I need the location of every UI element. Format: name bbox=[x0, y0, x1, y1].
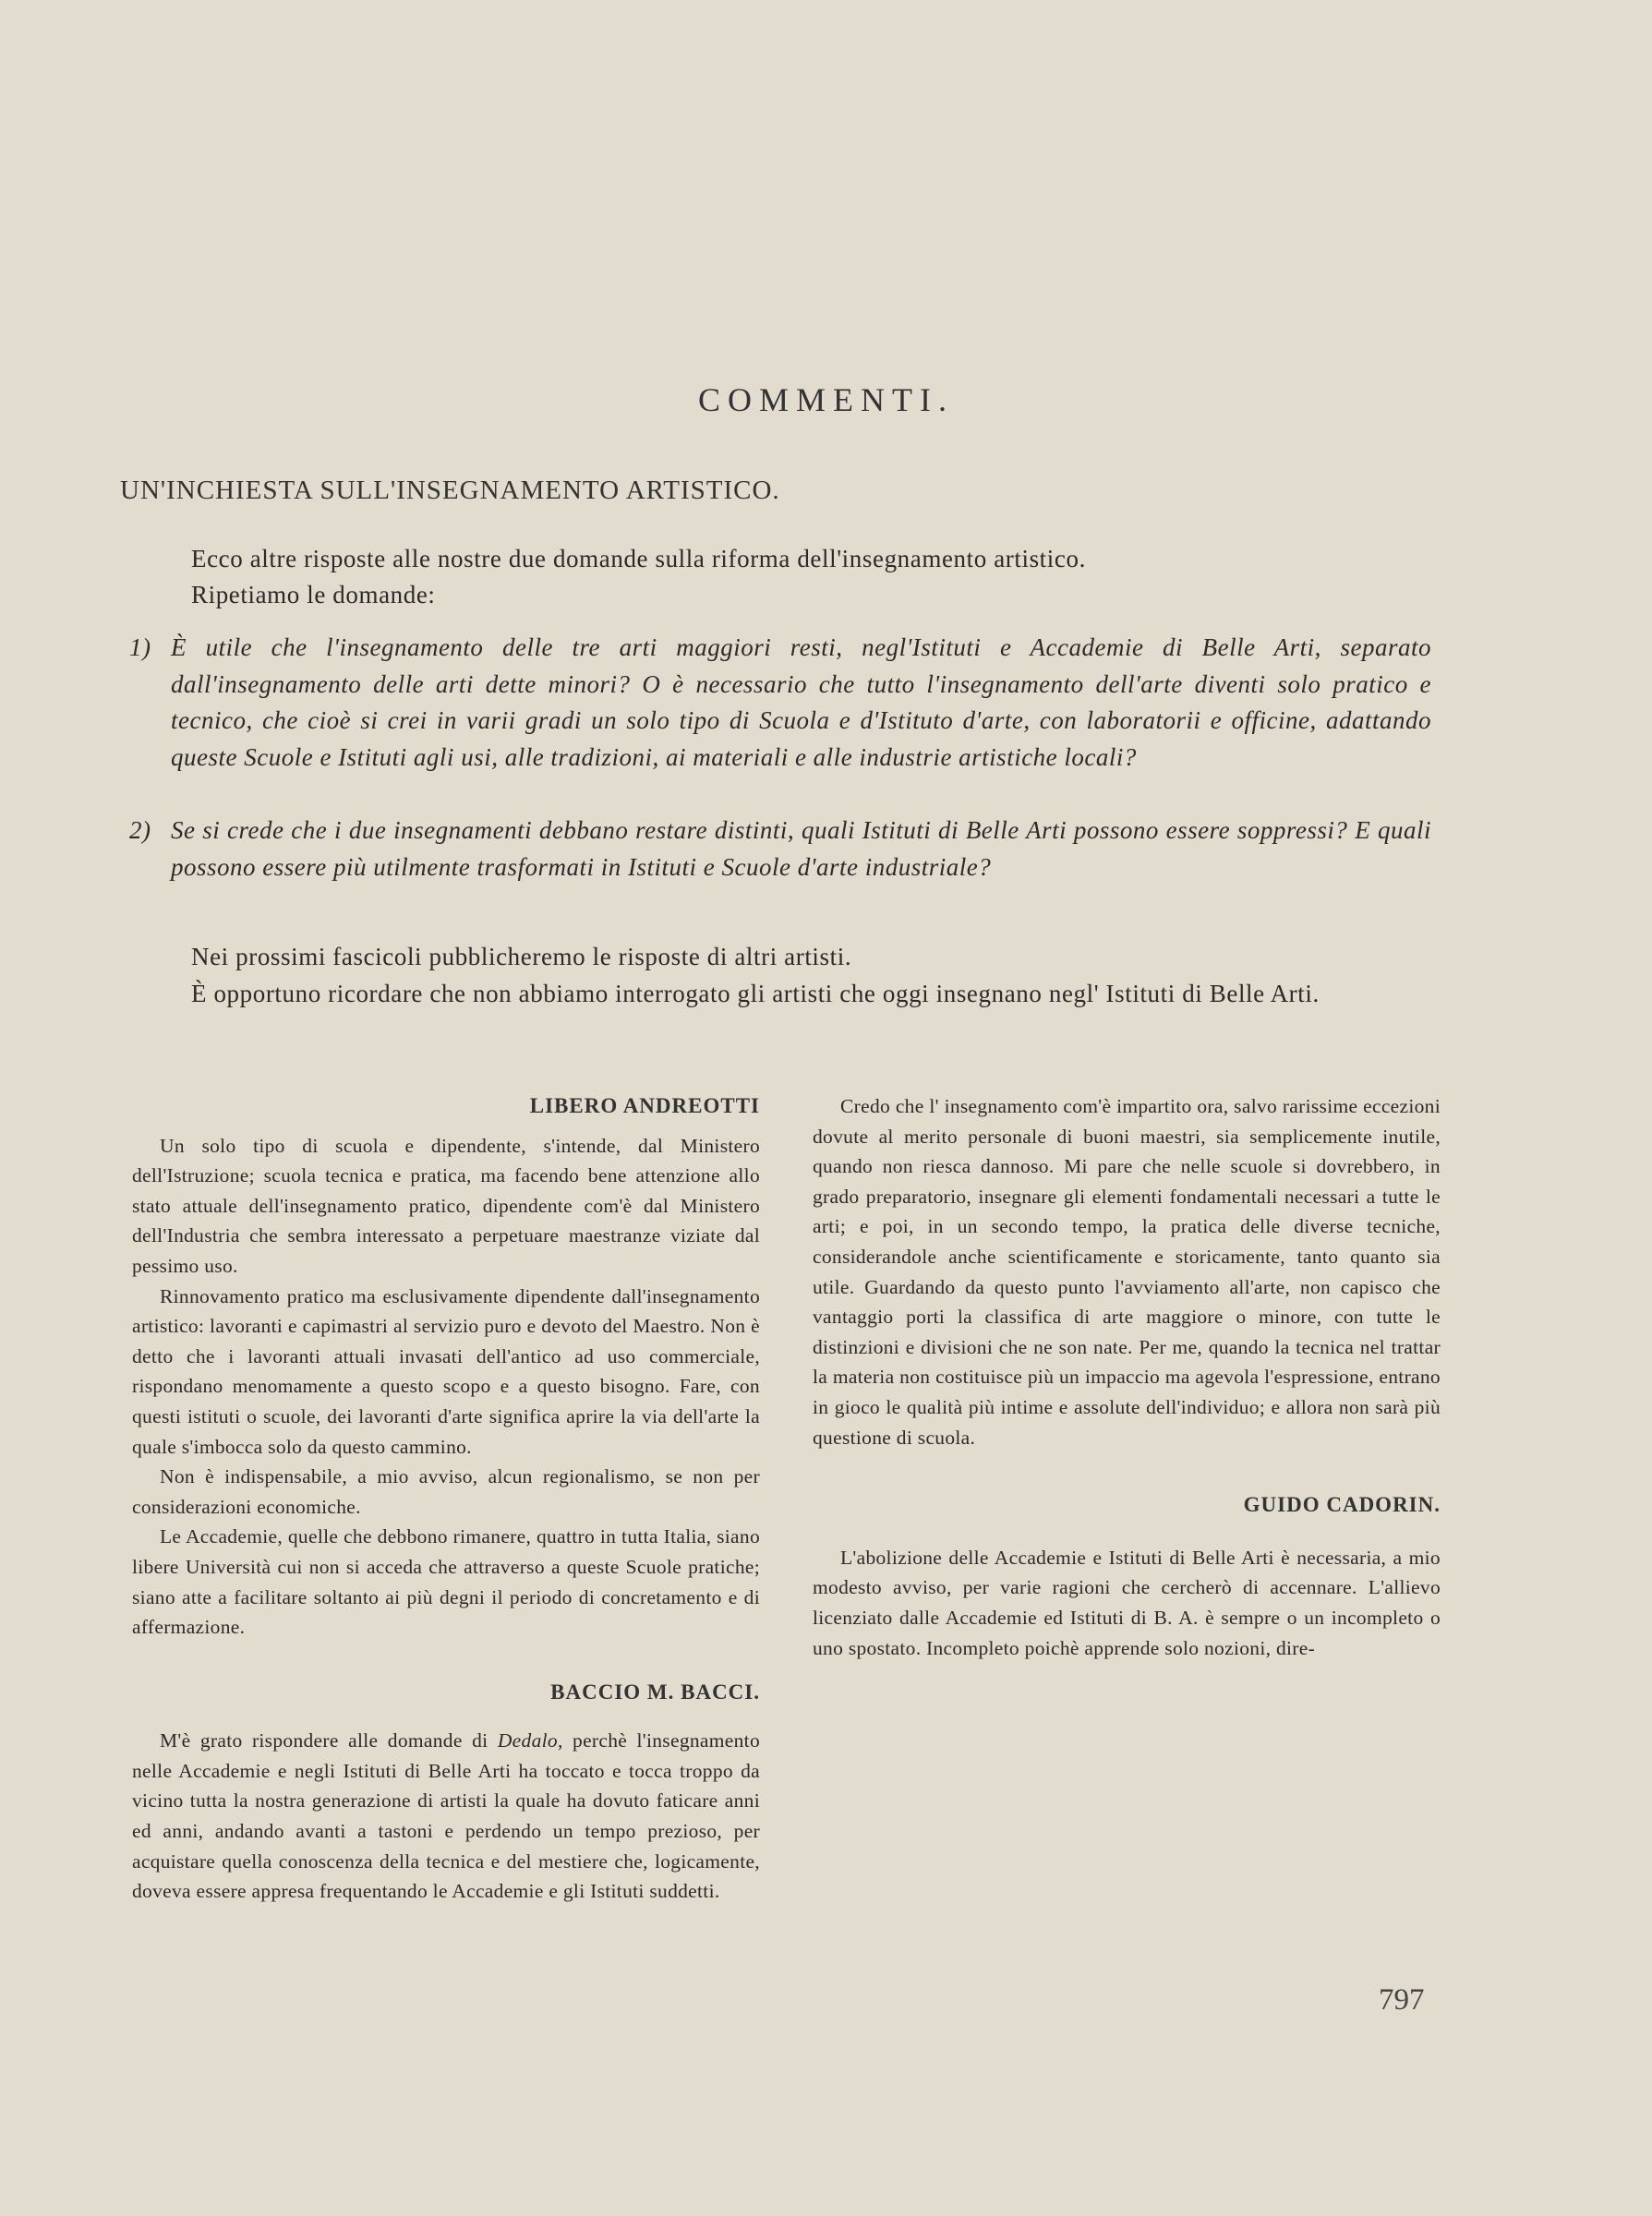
article-intro bbox=[191, 541, 1429, 613]
response-paragraph: Rinnovamento pratico ma esclusivamente dipendente dall'insegnamento artistico: lavoranti e capimastri al servizio puro e devoto del Maestro. Non è detto che i lavoranti attuali invasati dell'antico ad uso commerciale, rispondano menomamente a questo scopo e a questo bisogno. Fare, con questi istituti o scuole, dei lavoranti d'arte significa aprire la via dell'arte la quale s'imbocca solo da questo cammino. bbox=[132, 1284, 760, 1458]
intro-line: Ripetiamo le domande: bbox=[191, 581, 436, 608]
author-heading: LIBERO ANDREOTTI bbox=[529, 1094, 760, 1117]
closing-paragraph: Nei prossimi fascicoli pubblicheremo le risposte di altri artisti. bbox=[191, 943, 852, 970]
question-1 bbox=[129, 630, 1431, 776]
question-number: 2) bbox=[129, 816, 151, 844]
question-text: Se si crede che i due insegnamenti debbano restare distinti, quali Istituti di Belle Arti possono essere soppressi? E quali possono essere più utilmente trasformati in Istituti e Scuole d'arte industriale? bbox=[171, 816, 1431, 881]
journal-name: Dedalo bbox=[497, 1729, 558, 1752]
response-paragraph: Le Accademie, quelle che debbono rimanere, quattro in tutta Italia, siano libere Università cui non si acceda che attraverso a queste Scuole pratiche; siano atte a facilitare soltanto ai più degni il periodo di concretamento e di affermazione. bbox=[132, 1525, 760, 1639]
closing-paragraph: È opportuno ricordare che non abbiamo interrogato gli artisti che oggi insegnano negl' Istituti di Belle Arti. bbox=[191, 979, 1320, 1007]
author-heading: GUIDO CADORIN. bbox=[1243, 1493, 1441, 1517]
question-2 bbox=[129, 813, 1431, 885]
response-paragraph: L'abolizione delle Accademie e Istituti di Belle Arti è necessaria, a mio modesto avviso, per varie ragioni che cercherò di accennare. L'allievo licenziato dalle Accademie ed Istituti di B. A. è sempre o un incompleto o uno spostato. Incompleto poichè apprende solo nozioni, dire- bbox=[813, 1546, 1441, 1659]
page-number: 797 bbox=[1379, 1983, 1425, 2017]
response-paragraph bbox=[132, 1726, 760, 1907]
intro-line: Ecco altre risposte alle nostre due domande sulla riforma dell'insegnamento artistico. bbox=[191, 545, 1086, 572]
response-paragraph: Un solo tipo di scuola e dipendente, s'intende, dal Ministero dell'Istruzione; scuola tecnica e pratica, ma facendo bene attenzione allo stato attuale dell'insegnamento pratico, dipendente com'è dal Ministero dell'Industria che sembra interessato a perpetuare maestranze viziate dal pessimo uso. bbox=[132, 1134, 760, 1277]
section-title: COMMENTI. bbox=[698, 381, 954, 418]
response-paragraph: Credo che l' insegnamento com'è impartito ora, salvo rarissime eccezioni dovute al merito personale di buoni maestri, sia semplicemente inutile, quando non riesca dannoso. Mi pare che nelle scuole si dovrebbero, in grado preparatorio, insegnare gli elementi fondamentali necessari a tutte le arti; e poi, in un secondo tempo, la pratica delle diverse tecniche, considerandole anche scientificamente e storicamente, tanto quanto sia utile. Guardando da questo punto l'avviamento all'arte, non capisco che vantaggio porti la classifica di arte maggiore o minore, con tutte le distinzioni e divisioni che ne son nate. Per me, quando la tecnica nel trattar la materia non costituisce più un impaccio ma agevola l'espressione, entrano in gioco le qualità più intime e assolute dell'individuo; e allora non sarà più questione di scuola. bbox=[813, 1095, 1441, 1449]
question-text: È utile che l'insegnamento delle tre arti maggiori resti, negl'Istituti e Accademie di Belle Arti, separato dall'insegnamento delle arti dette minori? O è necessario che tutto l'insegnamento dell'arte diventi solo pratico e tecnico, che cioè si crei in varii gradi un solo tipo di Scuola e d'Istituto d'arte, con laboratorii e officine, adattando queste Scuole e Istituti agli usi, alle tradizioni, ai materiali e alle industrie artistiche locali? bbox=[171, 633, 1431, 771]
author-heading: BACCIO M. BACCI. bbox=[550, 1680, 760, 1704]
text-run: M'è grato rispondere alle domande di bbox=[160, 1729, 498, 1752]
article-subtitle: UN'INCHIESTA SULL'INSEGNAMENTO ARTISTICO. bbox=[120, 476, 780, 505]
right-column bbox=[813, 1091, 1441, 1663]
article-closing bbox=[129, 939, 1431, 1012]
response-paragraph: Non è indispensabile, a mio avviso, alcun regionalismo, se non per considerazioni economiche. bbox=[132, 1465, 760, 1518]
left-column bbox=[132, 1091, 760, 1907]
text-run: , perchè l'insegnamento nelle Accademie e negli Istituti di Belle Arti ha toccato e tocca troppo da vicino tutta la nostra generazione di artisti la quale ha dovuto faticare anni ed anni, andando avanti a tastoni e perdendo un tempo prezioso, per acquistare quella conoscenza della tecnica e del mestiere che, logicamente, doveva essere appresa frequentando le Accademie e gli Istituti suddetti. bbox=[132, 1729, 761, 1903]
question-number: 1) bbox=[129, 633, 151, 661]
